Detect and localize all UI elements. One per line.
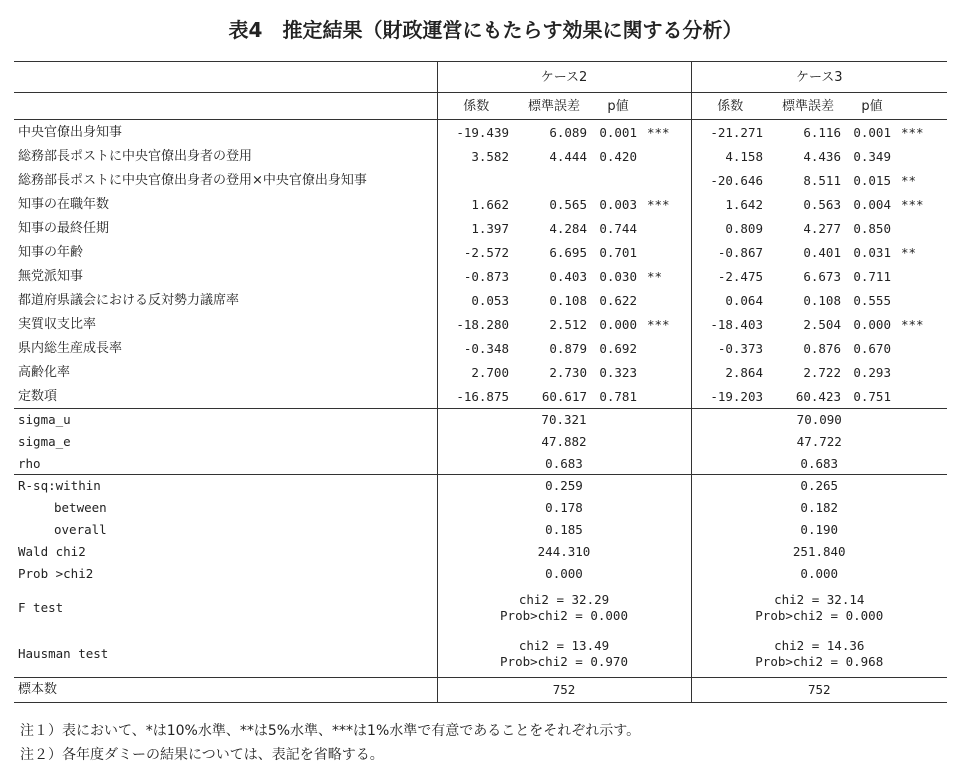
p-value: 0.323: [599, 364, 637, 380]
se-value: 0.565: [549, 196, 587, 212]
case2-value: 0.000: [437, 563, 691, 585]
p-value: 0.031: [853, 244, 891, 260]
coef-value: -19.439: [437, 120, 515, 145]
row-label: 中央官僚出身知事: [14, 120, 437, 145]
p-value: 0.420: [599, 148, 637, 164]
coef-row: [14, 312, 947, 336]
coef-value: 0.809: [691, 216, 769, 240]
hausman-row: [14, 631, 947, 678]
p-value: 0.555: [853, 292, 891, 308]
p-value: 0.004: [853, 196, 891, 212]
case2-value: 0.178: [437, 497, 691, 519]
se-value: 2.722: [803, 364, 841, 380]
coef-value: -21.271: [691, 120, 769, 145]
coef-value: -2.572: [437, 240, 515, 264]
p-value: 0.001: [847, 120, 897, 145]
nobs-row: [14, 677, 947, 702]
row-label: Hausman test: [18, 646, 109, 661]
coef-value: 2.864: [691, 360, 769, 384]
p-value: 0.015: [853, 172, 891, 188]
coef-row: [14, 216, 947, 240]
test-line: chi2 = 14.36: [774, 637, 865, 653]
sig-stars: **: [647, 268, 663, 284]
row-label: 都道府県議会における反対勢力議席率: [18, 292, 240, 308]
sig-stars: ***: [901, 196, 924, 212]
se-value: 0.876: [803, 340, 841, 356]
sig-stars: ***: [643, 120, 691, 145]
case2-test: [437, 631, 691, 678]
p-value: 0.701: [599, 244, 637, 260]
note-1: 注１）表において、*は10%水準、**は5%水準、***は1%水準で有意であることをそれぞれ示す。: [20, 723, 641, 739]
row-label: 県内総生産成長率: [18, 340, 123, 356]
p-value: 0.711: [853, 268, 891, 284]
se-value: 60.617: [541, 388, 587, 404]
row-label: rho: [18, 455, 41, 471]
coef-header: 係数: [691, 93, 769, 120]
coef-value: 1.642: [691, 192, 769, 216]
coef-value: -20.646: [691, 168, 769, 192]
sig-stars: ***: [647, 196, 670, 212]
row-label: 知事の年齢: [18, 244, 84, 260]
p-value: 0.349: [853, 148, 891, 164]
p-value: 0.744: [599, 220, 637, 236]
case3-value: 0.182: [691, 497, 947, 519]
coef-value: 1.662: [437, 192, 515, 216]
fit-row: [14, 519, 947, 541]
sig-stars: [897, 360, 947, 384]
sig-stars: ***: [897, 120, 947, 145]
p-value: 0.003: [599, 196, 637, 212]
coef-value: 4.158: [691, 144, 769, 168]
case2-value: 47.882: [437, 431, 691, 453]
coef-row: [14, 384, 947, 409]
coef-value: -0.867: [691, 240, 769, 264]
p-value: 0.692: [599, 340, 637, 356]
coef-row: [14, 144, 947, 168]
coef-value: -18.280: [437, 312, 515, 336]
test-line: Prob>chi2 = 0.000: [500, 607, 628, 623]
test-line: chi2 = 32.29: [518, 591, 610, 607]
se-value: 0.401: [803, 244, 841, 260]
se-value: 6.089: [515, 120, 593, 145]
note-2: 注２）各年度ダミーの結果については、表記を省略する。: [20, 747, 384, 763]
coef-value: -18.403: [691, 312, 769, 336]
sig-stars: [897, 264, 947, 288]
coef-row: [14, 360, 947, 384]
p-value: 0.622: [599, 292, 637, 308]
row-label: 知事の最終任期: [18, 220, 110, 236]
case3-header: ケース3: [691, 62, 947, 93]
row-label: F test: [18, 600, 64, 615]
coef-value: -2.475: [691, 264, 769, 288]
se-value: 0.879: [549, 340, 587, 356]
case-header-row: [14, 62, 947, 93]
fit-row: [14, 475, 947, 497]
sig-stars: [643, 336, 691, 360]
se-value: 2.730: [549, 364, 587, 380]
row-label: 総務部長ポストに中央官僚出身者の登用×中央官僚出身知事: [18, 172, 367, 188]
p-header: p値: [593, 93, 643, 120]
se-header: 標準誤差: [515, 93, 593, 120]
coef-value: 3.582: [437, 144, 515, 168]
row-label: overall: [54, 522, 107, 537]
row-label: sigma_e: [18, 434, 71, 449]
p-value: 0.293: [853, 364, 891, 380]
coef-row: [14, 288, 947, 312]
p-value: 0.751: [853, 388, 891, 404]
row-label: Wald chi2: [18, 544, 86, 559]
row-label: sigma_u: [14, 409, 437, 431]
case3-value: 47.722: [691, 431, 947, 453]
sig-stars: [897, 144, 947, 168]
sig-stars: **: [901, 244, 917, 260]
case3-test: [691, 585, 947, 631]
coef-value: -19.203: [691, 384, 769, 409]
se-value: 2.504: [803, 316, 841, 332]
coef-row: [14, 336, 947, 360]
test-line: Prob>chi2 = 0.970: [500, 653, 628, 669]
sig-stars: [897, 288, 947, 312]
sig-stars: [897, 216, 947, 240]
fit-row: [14, 563, 947, 585]
p-header: p値: [847, 93, 897, 120]
sigma-row: [14, 453, 947, 475]
sig-stars: [643, 360, 691, 384]
test-line: chi2 = 32.14: [774, 591, 865, 607]
row-label: 無党派知事: [18, 268, 84, 284]
row-label: 総務部長ポストに中央官僚出身者の登用: [18, 148, 253, 164]
results-table: [14, 61, 947, 703]
case2-value: 244.310: [437, 541, 691, 563]
case2-value: 0.185: [437, 519, 691, 541]
coef-value: -0.373: [691, 336, 769, 360]
case2-test: [437, 585, 691, 631]
se-value: 0.563: [803, 196, 841, 212]
sig-stars: [897, 384, 947, 409]
coef-row: [14, 168, 947, 192]
p-value: 0.000: [853, 316, 891, 332]
sig-stars: ***: [901, 316, 924, 332]
test-line: Prob>chi2 = 0.000: [755, 607, 884, 623]
case2-value: 0.259: [437, 475, 691, 497]
row-label: 標本数: [14, 677, 437, 702]
sig-stars: ***: [647, 316, 670, 332]
coef-row: [14, 120, 947, 145]
case2-value: 752: [437, 677, 691, 702]
case3-value: 251.840: [691, 541, 947, 563]
coef-value: -0.873: [437, 264, 515, 288]
p-value: 0.850: [853, 220, 891, 236]
sig-stars: [643, 240, 691, 264]
se-value: 0.108: [549, 292, 587, 308]
row-label: R-sq:within: [14, 475, 437, 497]
case3-value: 0.265: [691, 475, 947, 497]
case3-value: 752: [691, 677, 947, 702]
sig-stars: [643, 168, 691, 192]
case3-test: [691, 631, 947, 678]
coef-row: [14, 192, 947, 216]
case2-header: ケース2: [437, 62, 691, 93]
se-value: 6.695: [549, 244, 587, 260]
fit-row: [14, 497, 947, 519]
p-value: 0.000: [599, 316, 637, 332]
p-value: 0.030: [599, 268, 637, 284]
case3-value: 0.190: [691, 519, 947, 541]
sigma-row: [14, 431, 947, 453]
se-value: 2.512: [549, 316, 587, 332]
row-label: 定数項: [18, 388, 58, 404]
row-label: Prob >chi2: [18, 566, 94, 581]
coef-value: 0.064: [691, 288, 769, 312]
sig-stars: [643, 144, 691, 168]
row-label: 高齢化率: [18, 364, 71, 380]
sig-stars: [643, 216, 691, 240]
row-label: between: [54, 500, 107, 515]
sig-stars: [643, 288, 691, 312]
row-label: 知事の在職年数: [18, 196, 110, 212]
coef-value: -0.348: [437, 336, 515, 360]
test-line: Prob>chi2 = 0.968: [755, 653, 884, 669]
coef-header: 係数: [437, 93, 515, 120]
test-line: chi2 = 13.49: [518, 637, 610, 653]
se-value: 6.116: [769, 120, 847, 145]
sig-stars: **: [901, 172, 917, 188]
table-title: 表4 推定結果（財政運営にもたらす効果に関する分析）: [228, 18, 743, 42]
se-value: [515, 168, 593, 192]
p-value: 0.001: [593, 120, 643, 145]
case2-value: 70.321: [437, 409, 691, 431]
case3-value: 0.000: [691, 563, 947, 585]
coef-value: -16.875: [437, 384, 515, 409]
se-value: 4.277: [803, 220, 841, 236]
coef-value: 0.053: [437, 288, 515, 312]
se-value: 0.403: [549, 268, 587, 284]
p-value: [593, 168, 643, 192]
coef-value: 1.397: [437, 216, 515, 240]
coef-value: [437, 168, 515, 192]
case2-value: 0.683: [437, 453, 691, 475]
p-value: 0.670: [853, 340, 891, 356]
notes: [20, 719, 640, 767]
se-value: 4.284: [549, 220, 587, 236]
sigma-row: [14, 409, 947, 431]
se-value: 6.673: [803, 268, 841, 284]
subheader-row: [14, 93, 947, 120]
coef-value: 2.700: [437, 360, 515, 384]
fit-row: [14, 541, 947, 563]
row-label: 実質収支比率: [18, 316, 97, 332]
sig-stars: [897, 336, 947, 360]
se-value: 4.436: [803, 148, 841, 164]
se-value: 0.108: [803, 292, 841, 308]
ftest-row: [14, 585, 947, 631]
se-value: 8.511: [803, 172, 841, 188]
se-value: 4.444: [549, 148, 587, 164]
case3-value: 0.683: [691, 453, 947, 475]
p-value: 0.781: [599, 388, 637, 404]
se-header: 標準誤差: [769, 93, 847, 120]
coef-row: [14, 264, 947, 288]
coef-row: [14, 240, 947, 264]
sig-stars: [643, 384, 691, 409]
case3-value: 70.090: [691, 409, 947, 431]
se-value: 60.423: [795, 388, 841, 404]
